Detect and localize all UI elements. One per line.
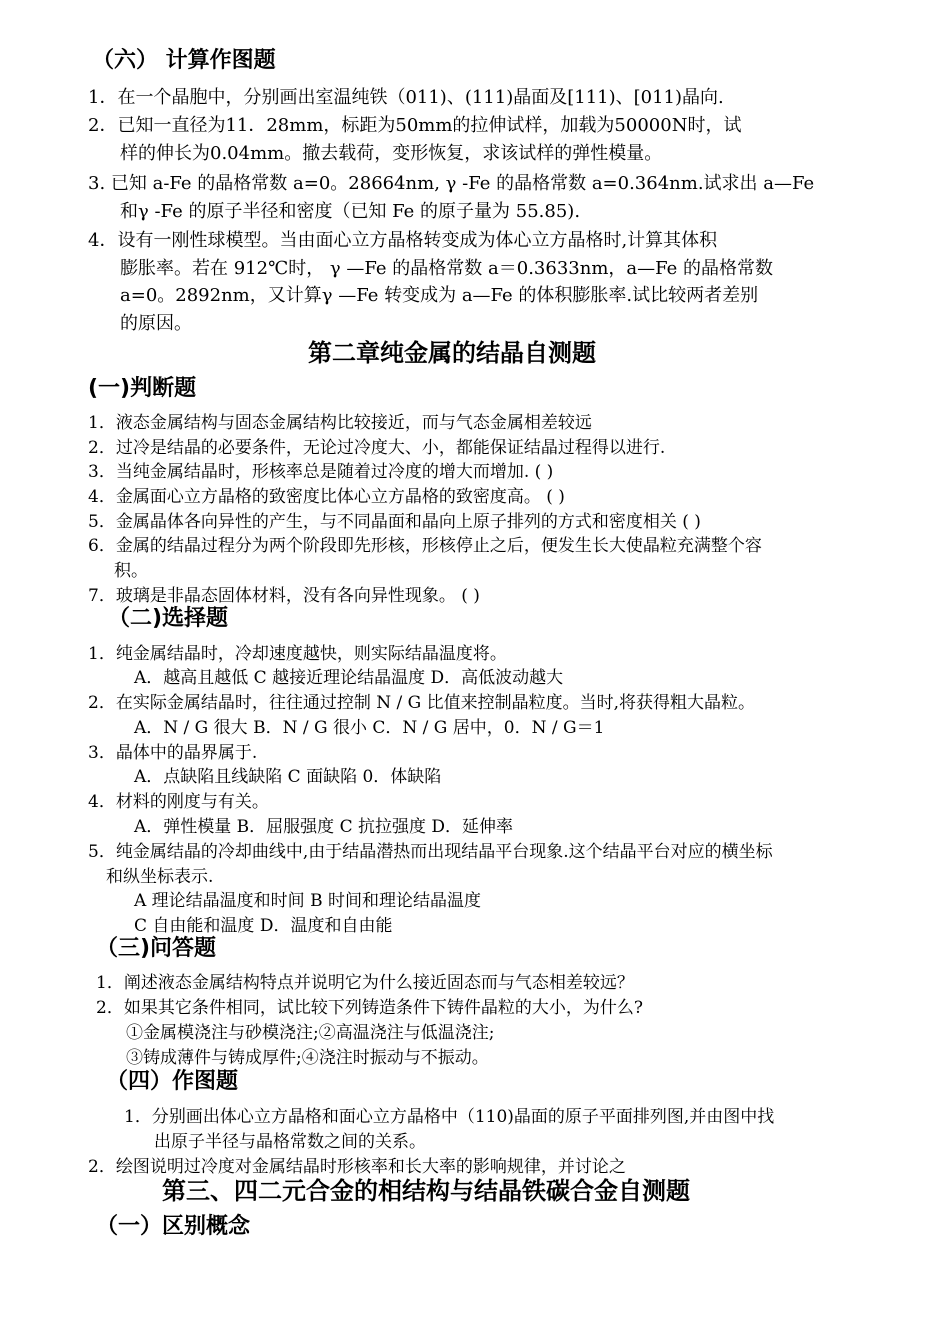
- list-item: 3. 已知 a-Fe 的晶格常数 a=0。28664nm, γ -Fe 的晶格常数 a=0.364nm.试求出 a—Fe: [88, 173, 815, 194]
- list-item: 2．绘图说明过冷度对金属结晶时形核率和长大率的影响规律，并讨论之: [88, 1157, 626, 1177]
- list-item-continued: 积。: [114, 561, 148, 581]
- list-item: 1．阐述液态金属结构特点并说明它为什么接近固态而与气态相差较远？: [96, 973, 634, 993]
- section-heading-calc: （六） 计算作图题: [92, 48, 276, 73]
- list-item-continued: 出原子半径与晶格常数之间的关系。: [154, 1132, 426, 1152]
- list-item: 6．金属的结晶过程分为两个阶段即先形核，形核停止之后，便发生长大使晶粒充满整个容: [88, 536, 762, 556]
- list-item: 2．在实际金属结晶时，往往通过控制 N / G 比值来控制晶粒度。当时,将获得粗大晶粒。: [88, 693, 756, 713]
- list-item: 2．如果其它条件相同，试比较下列铸造条件下铸件晶粒的大小，为什么?: [96, 998, 643, 1018]
- list-item-continued: a=0。2892nm，又计算γ —Fe 转变成为 a—Fe 的体积膨胀率.试比较两者差别: [120, 285, 759, 306]
- list-item: 4．设有一刚性球模型。当由面心立方晶格转变成为体心立方晶格时,计算其体积: [88, 230, 718, 251]
- list-item: 1．分别画出体心立方晶格和面心立方晶格中（110)晶面的原子平面排列图,并由图中找: [124, 1107, 775, 1127]
- choice-options: A．N / G 很大 B．N / G 很小 C．N / G 居中，0．N / G＝1: [134, 718, 605, 738]
- choice-options: C 自由能和温度 D．温度和自由能: [134, 916, 393, 936]
- section-heading-judge: (一)判断题: [88, 376, 197, 401]
- choice-options: A．越高且越低 C 越接近理论结晶温度 D．高低波动越大: [134, 668, 564, 688]
- list-item: 1．液态金属结构与固态金属结构比较接近，而与气态金属相差较远: [88, 413, 592, 433]
- section-heading-concepts: （一）区别概念: [96, 1214, 251, 1239]
- list-item: 3．当纯金属结晶时，形核率总是随着过冷度的增大而增加. ( ): [88, 462, 554, 482]
- list-item-continued: ①金属模浇注与砂模浇注;②高温浇注与低温浇注;: [126, 1023, 495, 1043]
- list-item: 5．金属晶体各向异性的产生，与不同晶面和晶向上原子排列的方式和密度相关 ( ): [88, 512, 701, 532]
- list-item: 4．材料的刚度与有关。: [88, 792, 269, 812]
- list-item: 1．纯金属结晶时，冷却速度越快，则实际结晶温度将。: [88, 644, 507, 664]
- section-heading-draw: （四）作图题: [106, 1069, 239, 1094]
- choice-options: A．弹性模量 B．屈服强度 C 抗拉强度 D．延伸率: [134, 817, 514, 837]
- list-item-continued: 样的伸长为0.04mm。撤去载荷，变形恢复，求该试样的弹性模量。: [120, 143, 663, 164]
- list-item-continued: 和纵坐标表示.: [106, 867, 214, 887]
- list-item-continued: 的原因。: [120, 313, 192, 334]
- list-item-continued: 和γ -Fe 的原子半径和密度（已知 Fe 的原子量为 55.85).: [120, 201, 581, 222]
- list-item: 4．金属面心立方晶格的致密度比体心立方晶格的致密度高。 ( ): [88, 487, 565, 507]
- list-item: 5．纯金属结晶的冷却曲线中,由于结晶潜热而出现结晶平台现象.这个结晶平台对应的横坐标: [88, 842, 773, 862]
- choice-options: A．点缺陷且线缺陷 C 面缺陷 0．体缺陷: [134, 767, 442, 787]
- section-heading-qa: （三)问答题: [96, 936, 217, 961]
- chapter-title: 第三、四二元合金的相结构与结晶铁碳合金自测题: [162, 1177, 690, 1205]
- section-heading-choice: （二)选择题: [108, 606, 229, 631]
- list-item: 3．晶体中的晶界属于.: [88, 743, 258, 763]
- list-item: 7．玻璃是非晶态固体材料，没有各向异性现象。 ( ): [88, 586, 480, 606]
- chapter-title: 第二章纯金属的结晶自测题: [308, 339, 596, 367]
- choice-options: A 理论结晶温度和时间 B 时间和理论结晶温度: [134, 891, 481, 911]
- list-item-continued: 膨胀率。若在 912℃时， γ —Fe 的晶格常数 a＝0.3633nm，a—Fe 的晶格常数: [120, 258, 773, 279]
- list-item: 2．已知一直径为11．28mm，标距为50mm的拉伸试样，加载为50000N时，试: [88, 115, 742, 136]
- list-item: 2．过冷是结晶的必要条件，无论过冷度大、小，都能保证结晶过程得以进行.: [88, 438, 666, 458]
- list-item-continued: ③铸成薄件与铸成厚件;④浇注时振动与不振动。: [126, 1048, 489, 1068]
- list-item: 1．在一个晶胞中，分别画出室温纯铁（011)、(111)晶面及[111)、[011)晶向.: [88, 87, 724, 108]
